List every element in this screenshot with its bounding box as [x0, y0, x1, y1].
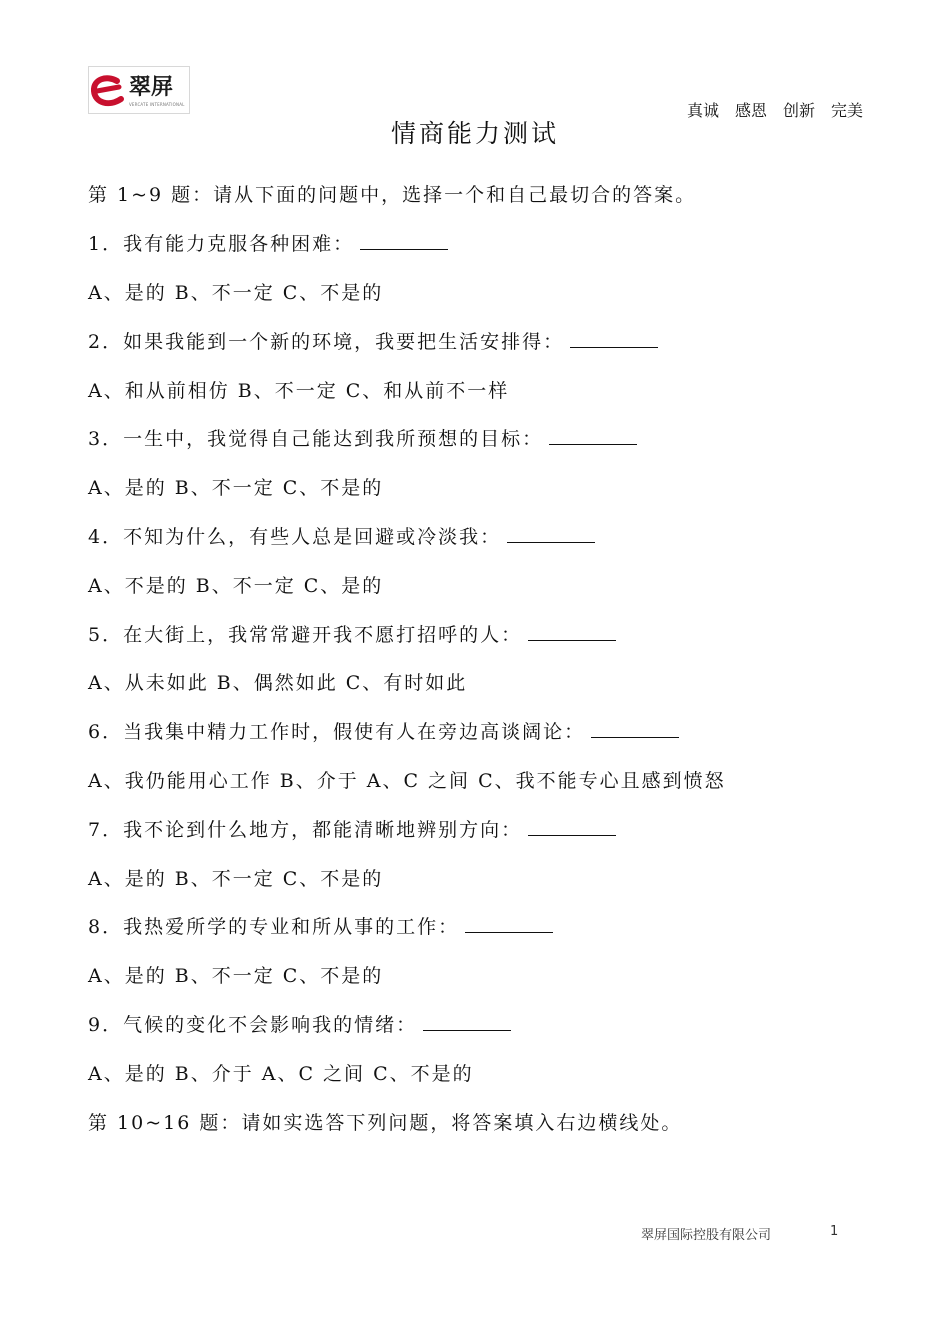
logo-text: 翠屏	[129, 75, 174, 100]
answer-blank	[528, 622, 616, 641]
question	[88, 817, 616, 843]
question	[88, 524, 595, 550]
footer-company: 翠屏国际控股有限公司	[641, 1228, 772, 1243]
section-instruction: 第 1~9 题：请从下面的问题中，选择一个和自己最切合的答案。	[88, 184, 697, 206]
question	[88, 914, 553, 940]
answer-options: A、是的 B、不一定 C、不是的	[88, 965, 384, 987]
answer-blank	[360, 231, 448, 250]
question-text: 1．我有能力克服各种困难：	[88, 233, 355, 255]
slogan-item: 感恩	[734, 101, 767, 120]
question	[88, 719, 679, 745]
question	[88, 426, 637, 452]
page-number: 1	[830, 1224, 839, 1239]
answer-blank	[570, 329, 658, 348]
logo-caption: VERCATE INTERNATIONAL	[129, 102, 185, 107]
answer-options: A、是的 B、不一定 C、不是的	[88, 282, 384, 304]
question-text: 7．我不论到什么地方，都能清晰地辨别方向：	[88, 819, 523, 841]
slogan-item: 完美	[830, 101, 863, 120]
answer-options: A、我仍能用心工作 B、介于 A、C 之间 C、我不能专心且感到愤怒	[88, 770, 726, 792]
answer-blank	[591, 719, 679, 738]
question	[88, 231, 448, 257]
answer-blank	[528, 817, 616, 836]
question-text: 5．在大街上，我常常避开我不愿打招呼的人：	[88, 624, 523, 646]
answer-blank	[507, 524, 595, 543]
answer-options: A、是的 B、介于 A、C 之间 C、不是的	[88, 1063, 474, 1085]
question-text: 9．气候的变化不会影响我的情绪：	[88, 1014, 418, 1036]
slogan-item: 创新	[782, 101, 815, 120]
question-text: 6．当我集中精力工作时，假使有人在旁边高谈阔论：	[88, 721, 586, 743]
section-instruction: 第 10~16 题：请如实选答下列问题，将答案填入右边横线处。	[88, 1112, 683, 1134]
answer-options: A、从未如此 B、偶然如此 C、有时如此	[88, 672, 468, 694]
answer-options: A、不是的 B、不一定 C、是的	[88, 575, 384, 597]
question	[88, 1012, 511, 1038]
question	[88, 329, 658, 355]
question	[88, 622, 616, 648]
slogan-item: 真诚	[686, 101, 719, 120]
question-text: 8．我热爱所学的专业和所从事的工作：	[88, 916, 460, 938]
answer-options: A、是的 B、不一定 C、不是的	[88, 477, 384, 499]
question-text: 4．不知为什么，有些人总是回避或冷淡我：	[88, 526, 502, 548]
question-text: 2．如果我能到一个新的环境，我要把生活安排得：	[88, 331, 565, 353]
answer-blank	[423, 1012, 511, 1031]
answer-blank	[465, 914, 553, 933]
answer-options: A、是的 B、不一定 C、不是的	[88, 868, 384, 890]
answer-options: A、和从前相仿 B、不一定 C、和从前不一样	[88, 380, 510, 402]
answer-blank	[549, 426, 637, 445]
page-title: 情商能力测试	[390, 119, 559, 148]
company-logo	[88, 66, 190, 114]
question-text: 3．一生中，我觉得自己能达到我所预想的目标：	[88, 428, 544, 450]
